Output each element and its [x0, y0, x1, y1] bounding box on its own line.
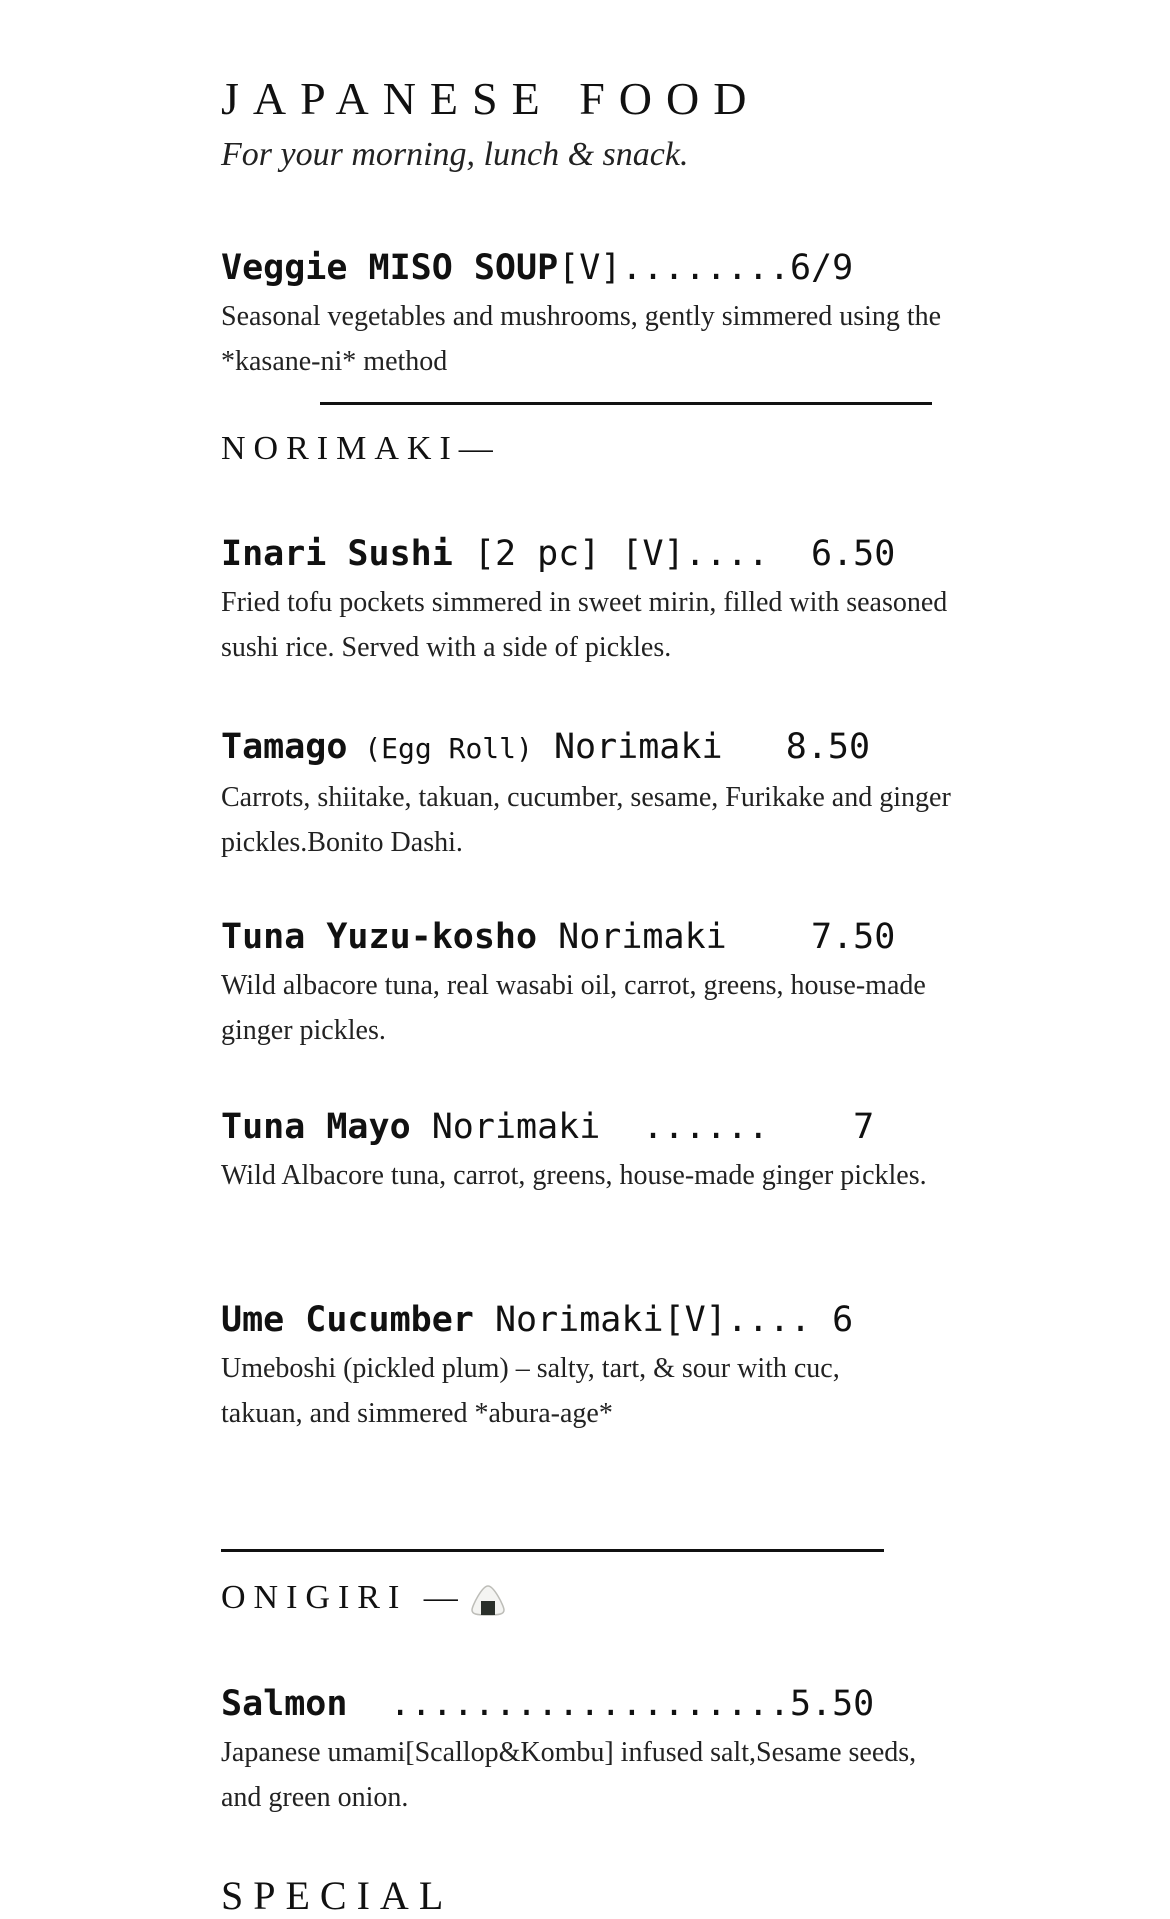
item-description: Seasonal vegetables and mushrooms, gently simmered using the *kasane-ni* method	[221, 301, 942, 377]
item-heading	[221, 725, 981, 771]
menu-item-inari-sushi	[221, 532, 981, 670]
item-price-line: Norimaki[V].... 6	[473, 1300, 854, 1340]
item-name: Veggie MISO SOUP	[221, 248, 559, 288]
item-name: Tuna Mayo	[221, 1107, 411, 1147]
item-price-line: ...................5.50	[347, 1684, 875, 1724]
menu-item-tuna-yuzu-kosho	[221, 915, 981, 1053]
menu-subtitle: For your morning, lunch & snack.	[221, 136, 689, 173]
item-name: Tamago	[221, 727, 348, 767]
item-name: Ume Cucumber	[221, 1300, 474, 1340]
item-name: Salmon	[221, 1684, 348, 1724]
section-heading-label: ONIGIRI —	[221, 1579, 466, 1616]
item-name: Tuna Yuzu-kosho	[221, 917, 538, 957]
menu-item-ume-cucumber	[221, 1298, 981, 1436]
divider	[320, 402, 932, 405]
item-heading	[221, 1105, 981, 1149]
item-price-line: Norimaki 7.50	[537, 917, 896, 957]
item-description: Carrots, shiitake, takuan, cucumber, sesame, Furikake and ginger pickles.Bonito Dashi.	[221, 782, 951, 858]
item-price-line: [V]........6/9	[558, 248, 854, 288]
divider	[221, 1549, 884, 1552]
item-description: Wild albacore tuna, real wasabi oil, carrot, greens, house-made ginger pickles.	[221, 970, 926, 1046]
item-description: Fried tofu pockets simmered in sweet mirin, filled with seasoned sushi rice. Served with a side of pickles.	[221, 587, 948, 663]
item-subname: (Egg Roll)	[347, 732, 533, 765]
item-heading	[221, 246, 981, 290]
item-name: Inari Sushi	[221, 534, 453, 574]
item-description: Umeboshi (pickled plum) – salty, tart, & sour with cuc, takuan, and simmered *abura-age*	[221, 1353, 840, 1429]
rice-ball-icon	[470, 1584, 506, 1616]
menu-item-salmon-onigiri	[221, 1682, 981, 1820]
item-price-line: [2 pc] [V].... 6.50	[452, 534, 896, 574]
item-price-line: Norimaki 8.50	[532, 727, 871, 767]
item-description: Japanese umami[Scallop&Kombu] infused salt,Sesame seeds, and green onion.	[221, 1737, 917, 1813]
menu-item-tamago-norimaki	[221, 725, 981, 865]
menu-title: JAPANESE FOOD	[221, 73, 761, 124]
item-heading	[221, 915, 981, 959]
menu-item-tuna-mayo	[221, 1105, 981, 1198]
item-description: Wild Albacore tuna, carrot, greens, house-made ginger pickles.	[221, 1160, 927, 1191]
item-heading	[221, 1298, 981, 1342]
section-heading-onigiri	[221, 1579, 506, 1617]
section-heading-norimaki: NORIMAKI—	[221, 430, 501, 467]
item-heading	[221, 532, 981, 576]
menu-item-miso-soup	[221, 246, 981, 384]
item-heading	[221, 1682, 981, 1726]
section-heading-partial: SPECIAL	[221, 1873, 454, 1918]
item-price-line: Norimaki ...... 7	[410, 1107, 875, 1147]
